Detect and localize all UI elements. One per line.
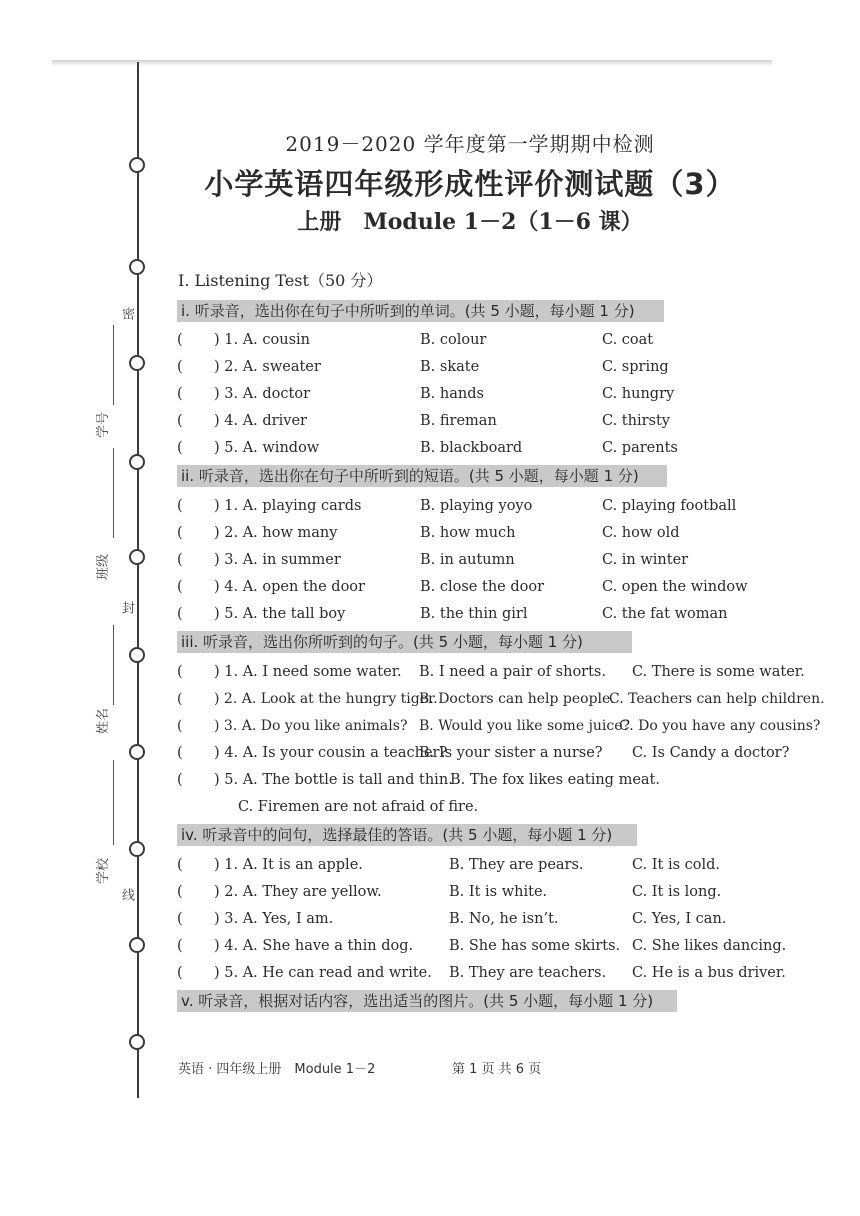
answer-blank: ( <box>177 386 183 402</box>
option-a: ) 5. A. The bottle is tall and thin. <box>214 772 453 788</box>
answer-blank: ( <box>177 911 183 927</box>
answer-blank: ( <box>177 413 183 429</box>
option-c: C. There is some water. <box>632 664 805 680</box>
option-b: B. The fox likes eating meat. <box>450 772 660 788</box>
exam-term-title: 2019－2020 学年度第一学期期中检测 <box>285 132 655 156</box>
option-a: ) 3. A. doctor <box>214 386 311 402</box>
answer-blank: ( <box>177 745 183 761</box>
section-title: iii. 听录音，选出你所听到的句子。(共 5 小题，每小题 1 分) <box>177 631 632 653</box>
option-a: ) 4. A. driver <box>214 413 307 429</box>
footer-page-number: 第 1 页 共 6 页 <box>452 1062 542 1077</box>
answer-blank: ( <box>177 332 183 348</box>
part-title: I. Listening Test（50 分） <box>178 271 383 290</box>
binding-hole <box>129 259 145 275</box>
option-c: C. the fat woman <box>602 606 728 622</box>
option-b: B. blackboard <box>420 440 523 456</box>
option-b: B. how much <box>420 525 516 541</box>
option-c: C. It is cold. <box>632 857 721 873</box>
option-c: C. in winter <box>602 552 689 568</box>
option-a: ) 4. A. open the door <box>214 579 365 595</box>
option-b: B. They are pears. <box>449 857 584 873</box>
answer-blank: ( <box>177 857 183 873</box>
margin-char-mi: 密 <box>119 307 134 320</box>
option-b: B. skate <box>420 359 480 375</box>
answer-blank: ( <box>177 965 183 981</box>
section-title: iv. 听录音中的问句，选择最佳的答语。(共 5 小题，每小题 1 分) <box>177 824 637 846</box>
field-name: 姓名 <box>96 707 111 734</box>
answer-blank: ( <box>177 884 183 900</box>
binding-hole <box>129 549 145 565</box>
option-c: C. Firemen are not afraid of fire. <box>238 799 479 815</box>
margin-char-xian: 线 <box>119 888 134 901</box>
option-b: B. Is your sister a nurse? <box>419 745 603 761</box>
option-b: B. the thin girl <box>420 606 528 622</box>
answer-blank: ( <box>177 552 183 568</box>
binding-hole <box>129 454 145 470</box>
option-a: ) 3. A. Yes, I am. <box>214 911 334 927</box>
option-b: B. They are teachers. <box>449 965 607 981</box>
option-b: B. in autumn <box>420 552 515 568</box>
option-a: ) 1. A. I need some water. <box>214 664 402 680</box>
answer-blank: ( <box>177 525 183 541</box>
fill-line <box>113 448 114 538</box>
option-b: B. No, he isn’t. <box>449 911 559 927</box>
option-c: C. parents <box>602 440 678 456</box>
option-b: B. playing yoyo <box>420 498 533 514</box>
margin-char-feng: 封 <box>119 601 134 614</box>
answer-blank: ( <box>177 606 183 622</box>
section-title: i. 听录音，选出你在句子中所听到的单词。(共 5 小题，每小题 1 分) <box>177 300 664 322</box>
section-title: ii. 听录音，选出你在句子中所听到的短语。(共 5 小题，每小题 1 分) <box>177 465 667 487</box>
answer-blank: ( <box>177 691 183 707</box>
option-c: C. hungry <box>602 386 675 402</box>
option-c: C. It is long. <box>632 884 722 900</box>
answer-blank: ( <box>177 579 183 595</box>
option-b: B. fireman <box>420 413 497 429</box>
fill-line <box>113 325 114 405</box>
answer-blank: ( <box>177 664 183 680</box>
option-c: C. Do you have any cousins? <box>619 718 821 734</box>
footer-subject: 英语 · 四年级上册 Module 1－2 <box>178 1062 376 1077</box>
option-a: ) 3. A. Do you like animals? <box>214 718 408 734</box>
page-edge-shadow <box>52 60 772 66</box>
option-c: C. thirsty <box>602 413 670 429</box>
section-title: v. 听录音，根据对话内容，选出适当的图片。(共 5 小题，每小题 1 分) <box>177 990 677 1012</box>
option-b: B. It is white. <box>449 884 548 900</box>
option-a: ) 3. A. in summer <box>214 552 341 568</box>
binding-hole <box>129 744 145 760</box>
binding-hole <box>129 355 145 371</box>
option-b: B. She has some skirts. <box>449 938 621 954</box>
answer-blank: ( <box>177 772 183 788</box>
option-a: ) 2. A. Look at the hungry tiger. <box>214 691 438 707</box>
option-a: ) 1. A. cousin <box>214 332 311 348</box>
option-a: ) 4. A. Is your cousin a teacher? <box>214 745 448 761</box>
binding-hole <box>129 647 145 663</box>
binding-hole <box>129 841 145 857</box>
option-c: C. She likes dancing. <box>632 938 787 954</box>
option-a: ) 2. A. They are yellow. <box>214 884 382 900</box>
option-c: C. He is a bus driver. <box>632 965 786 981</box>
option-b: B. hands <box>420 386 484 402</box>
answer-blank: ( <box>177 440 183 456</box>
field-school: 学校 <box>96 857 111 884</box>
field-student-id: 学号 <box>96 411 111 438</box>
option-b: B. Doctors can help people. <box>419 691 615 707</box>
field-class: 班级 <box>96 553 111 580</box>
option-a: ) 4. A. She have a thin dog. <box>214 938 414 954</box>
option-c: C. Yes, I can. <box>632 911 727 927</box>
option-c: C. Is Candy a doctor? <box>632 745 790 761</box>
option-b: B. colour <box>420 332 487 348</box>
option-a: ) 1. A. It is an apple. <box>214 857 363 873</box>
option-c: C. how old <box>602 525 680 541</box>
exam-subtitle: 上册 Module 1－2（1－6 课） <box>297 209 643 235</box>
fill-line <box>113 625 114 705</box>
option-a: ) 1. A. playing cards <box>214 498 362 514</box>
option-c: C. playing football <box>602 498 737 514</box>
exam-title: 小学英语四年级形成性评价测试题（3） <box>204 167 736 201</box>
answer-blank: ( <box>177 718 183 734</box>
option-a: ) 5. A. He can read and write. <box>214 965 432 981</box>
answer-blank: ( <box>177 498 183 514</box>
option-c: C. open the window <box>602 579 748 595</box>
option-b: B. close the door <box>420 579 545 595</box>
option-a: ) 2. A. how many <box>214 525 338 541</box>
option-b: B. I need a pair of shorts. <box>419 664 606 680</box>
option-a: ) 5. A. window <box>214 440 320 456</box>
option-c: C. coat <box>602 332 654 348</box>
binding-hole <box>129 1034 145 1050</box>
option-a: ) 5. A. the tall boy <box>214 606 346 622</box>
answer-blank: ( <box>177 359 183 375</box>
option-c: C. Teachers can help children. <box>609 691 825 707</box>
answer-blank: ( <box>177 938 183 954</box>
option-b: B. Would you like some juice? <box>419 718 631 734</box>
option-c: C. spring <box>602 359 669 375</box>
fill-line <box>113 760 114 845</box>
binding-hole <box>129 937 145 953</box>
option-a: ) 2. A. sweater <box>214 359 321 375</box>
